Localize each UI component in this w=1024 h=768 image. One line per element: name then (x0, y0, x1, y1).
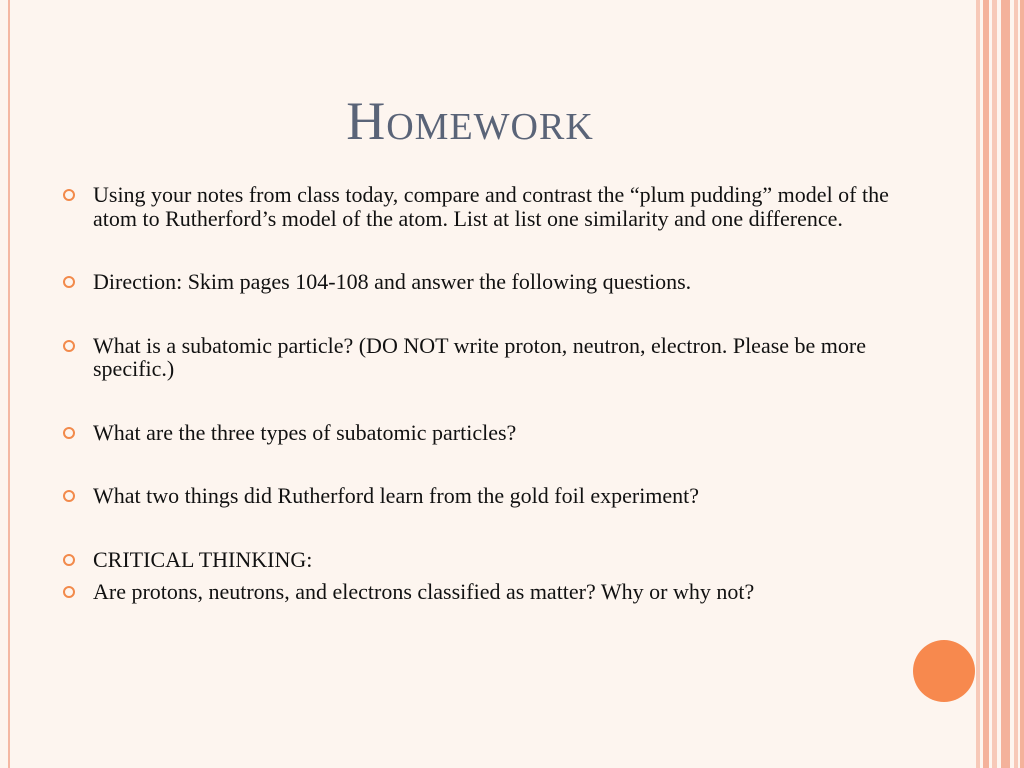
right-stripe (983, 0, 989, 768)
hollow-circle-bullet-icon (63, 427, 75, 439)
bullet-text: CRITICAL THINKING: (93, 546, 313, 572)
bullet-item (60, 421, 890, 445)
hollow-circle-bullet-icon (63, 490, 75, 502)
hollow-circle-bullet-icon (63, 586, 75, 598)
bullet-item (60, 334, 890, 381)
bullet-text: What two things did Rutherford learn from the gold foil experiment? (93, 483, 700, 508)
bullet-item (60, 484, 890, 508)
right-stripe (992, 0, 997, 768)
right-stripe (976, 0, 980, 768)
bullet-list (60, 183, 890, 604)
right-stripe (1020, 0, 1024, 768)
right-stripe (1014, 0, 1018, 768)
hollow-circle-bullet-icon (63, 554, 75, 566)
bullet-item (60, 580, 890, 604)
bullet-text: What is a subatomic particle? (DO NOT write proton, neutron, electron. Please be more specific.) (93, 332, 867, 381)
right-stripe (1001, 0, 1010, 768)
hollow-circle-bullet-icon (63, 189, 75, 201)
bullet-item (60, 270, 890, 294)
hollow-circle-bullet-icon (63, 276, 75, 288)
bullet-item (60, 183, 890, 230)
orange-circle-decoration (913, 640, 975, 702)
hollow-circle-bullet-icon (63, 340, 75, 352)
bullet-item (60, 548, 890, 572)
bullet-text: Are protons, neutrons, and electrons classified as matter? Why or why not? (93, 579, 755, 604)
bullet-text: Using your notes from class today, compare and contrast the “plum pudding” model of the atom to Rutherford’s model of the atom. List at list one similarity and one difference. (93, 182, 889, 231)
bullet-text: What are the three types of subatomic particles? (93, 419, 517, 445)
bullet-text: Direction: Skim pages 104-108 and answer the following questions. (93, 269, 692, 294)
slide-title: Homework (346, 91, 594, 151)
